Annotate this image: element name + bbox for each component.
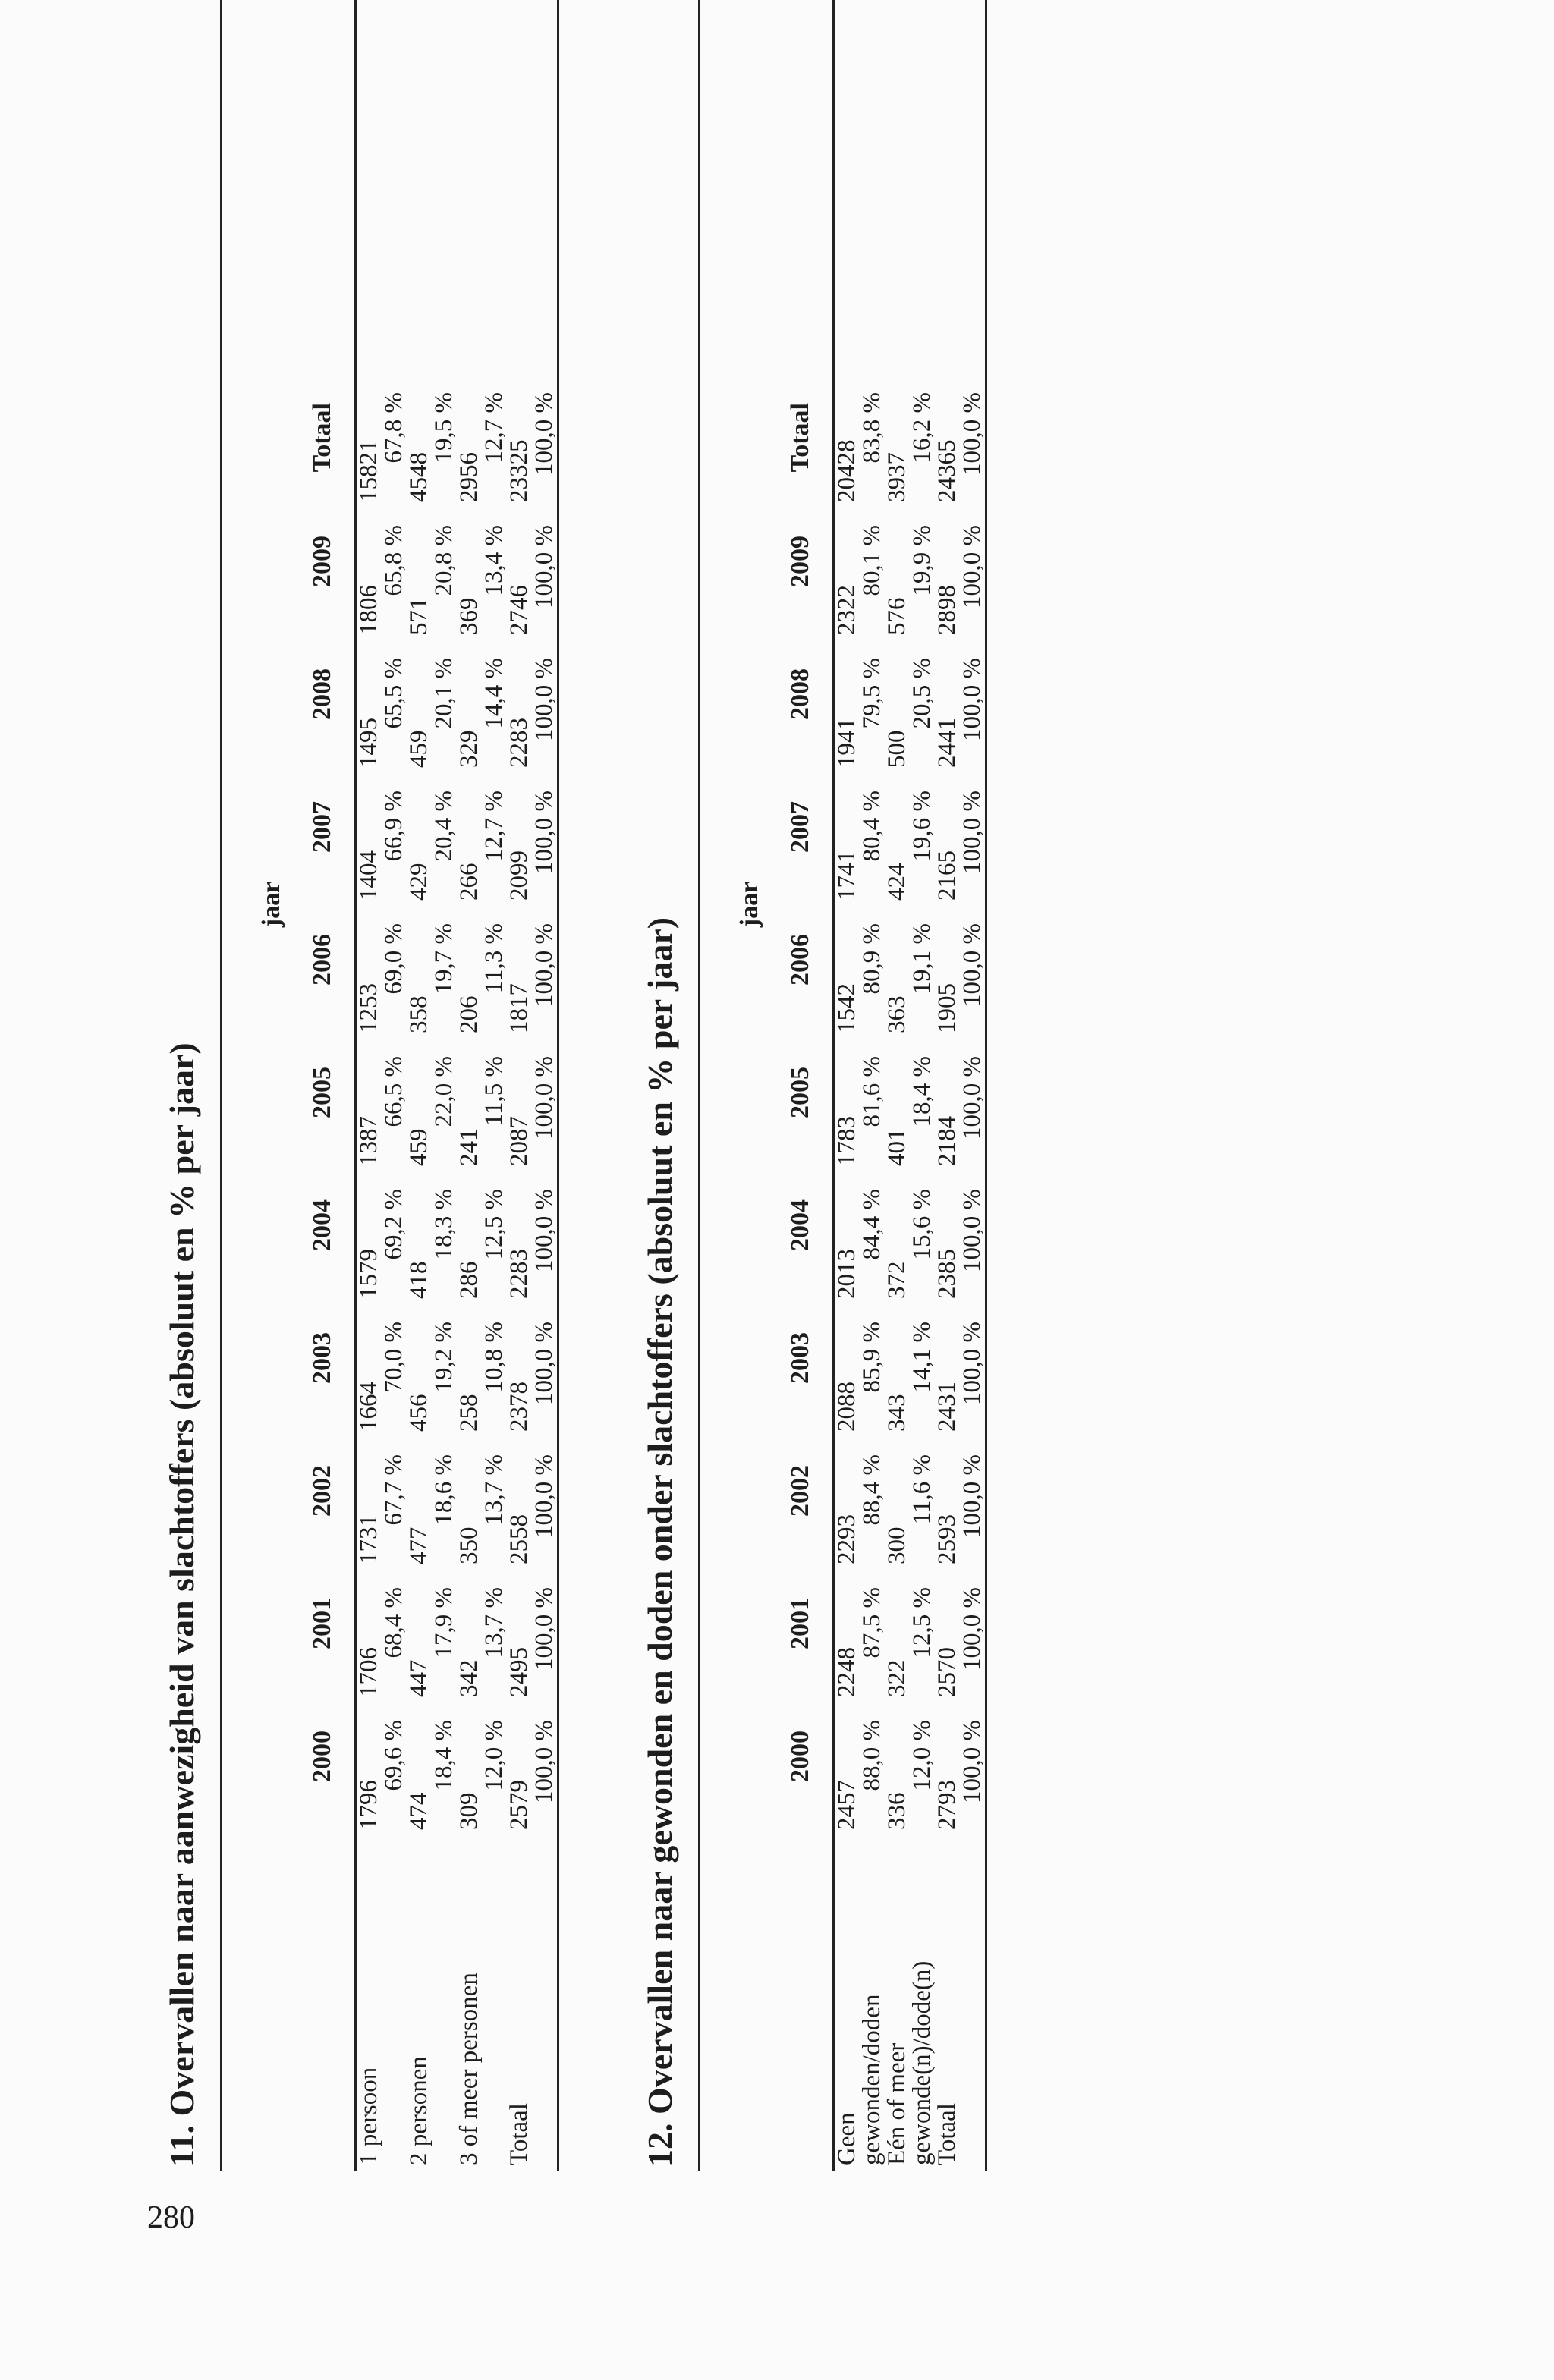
column-header: 2009	[786, 536, 814, 587]
table-row	[457, 0, 482, 2171]
table-cell: 2087	[505, 1116, 533, 1166]
column-header: 2006	[308, 934, 336, 986]
table-cell: 2558	[505, 1514, 533, 1564]
table-cell: 100,0 %	[958, 1720, 986, 1803]
table-cell: 23325	[505, 439, 533, 502]
table-cell: 2088	[833, 1382, 860, 1432]
table-cell: 68,4 %	[380, 1587, 407, 1658]
column-header: 2004	[786, 1199, 814, 1251]
column-header: 2005	[786, 1067, 814, 1118]
row-label: gewonde(n)/dode(n)	[908, 1960, 936, 2165]
table-cell: 12,5 %	[908, 1587, 936, 1658]
table-cell: 1706	[355, 1647, 382, 1697]
table-cell: 401	[883, 1128, 911, 1166]
table-cell: 2431	[933, 1382, 961, 1432]
table-cell: 87,5 %	[858, 1587, 886, 1658]
table-cell: 80,4 %	[858, 791, 886, 862]
table-cell: 286	[455, 1261, 483, 1299]
table-cell: 10,8 %	[480, 1322, 508, 1393]
column-header: 2007	[308, 801, 336, 853]
table-cell: 13,4 %	[480, 525, 508, 596]
jaar-label: jaar	[257, 881, 285, 928]
table-cell: 18,4 %	[430, 1720, 458, 1791]
table-cell: 258	[455, 1394, 483, 1432]
table-cell: 100,0 %	[530, 392, 558, 476]
row-label: gewonden/doden	[858, 1994, 886, 2165]
table-cell: 67,7 %	[380, 1454, 407, 1526]
table-cell: 2322	[833, 585, 860, 635]
table-cell: 2898	[933, 585, 961, 635]
table-cell: 85,9 %	[858, 1322, 886, 1393]
table-cell: 2248	[833, 1647, 860, 1697]
table-cell: 24365	[933, 439, 961, 502]
table-cell: 2956	[455, 452, 483, 502]
table-cell: 100,0 %	[530, 1056, 558, 1140]
table-cell: 429	[405, 863, 433, 901]
table-cell: 69,2 %	[380, 1189, 407, 1260]
table-cell: 2378	[505, 1382, 533, 1432]
table-11-title: 11. Overvallen naar aanwezigheid van slachtoffers (absoluut en % per jaar)	[162, 1042, 201, 2167]
table-cell: 2283	[505, 718, 533, 768]
table-cell: 20428	[833, 439, 860, 502]
table-cell: 358	[405, 995, 433, 1033]
column-header: 2001	[786, 1598, 814, 1649]
table-cell: 69,6 %	[380, 1720, 407, 1791]
table-cell: 100,0 %	[958, 1189, 986, 1272]
table-cell: 67,8 %	[380, 392, 407, 464]
row-label: Geen	[833, 2112, 860, 2165]
table-cell: 100,0 %	[530, 791, 558, 874]
table-cell: 17,9 %	[430, 1587, 458, 1658]
table-cell: 2013	[833, 1249, 860, 1299]
table-cell: 1783	[833, 1116, 860, 1166]
table-cell: 88,0 %	[858, 1720, 886, 1791]
table-cell: 350	[455, 1526, 483, 1564]
table-cell: 65,8 %	[380, 525, 407, 596]
column-header: 2002	[308, 1465, 336, 1517]
table-cell: 1796	[355, 1780, 382, 1830]
table-cell: 100,0 %	[530, 525, 558, 608]
table-row	[482, 0, 507, 2171]
row-label: Totaal	[505, 2103, 533, 2165]
column-header: Totaal	[308, 403, 336, 473]
table-cell: 81,6 %	[858, 1056, 886, 1127]
table-cell: 2293	[833, 1514, 860, 1564]
table-cell: 100,0 %	[958, 392, 986, 476]
table-cell: 329	[455, 730, 483, 768]
table-cell: 343	[883, 1394, 911, 1432]
table-cell: 20,1 %	[430, 658, 458, 729]
table-cell: 1905	[933, 983, 961, 1033]
table-row	[532, 0, 557, 2171]
table-12-body	[835, 0, 985, 2171]
table-cell: 309	[455, 1792, 483, 1830]
table-cell: 1941	[833, 718, 860, 768]
jaar-label: jaar	[735, 881, 763, 928]
row-label: Totaal	[933, 2103, 961, 2165]
row-label: Eén of meer	[883, 2042, 911, 2165]
table-cell: 14,1 %	[908, 1322, 936, 1393]
table-12-header	[769, 0, 832, 2171]
table-cell: 2385	[933, 1249, 961, 1299]
table-cell: 18,4 %	[908, 1056, 936, 1127]
table-cell: 16,2 %	[908, 392, 936, 464]
table-cell: 100,0 %	[958, 791, 986, 874]
column-header: 2008	[786, 668, 814, 720]
row-label: 3 of meer personen	[455, 1973, 483, 2165]
table-cell: 2283	[505, 1249, 533, 1299]
table-cell: 100,0 %	[958, 923, 986, 1007]
table-cell: 100,0 %	[530, 923, 558, 1007]
table-cell: 447	[405, 1659, 433, 1697]
table-cell: 83,8 %	[858, 392, 886, 464]
table-cell: 11,5 %	[480, 1056, 508, 1127]
table-cell: 20,5 %	[908, 658, 936, 729]
table-cell: 12,0 %	[908, 1720, 936, 1791]
table-cell: 65,5 %	[380, 658, 407, 729]
table-cell: 241	[455, 1128, 483, 1166]
table-cell: 100,0 %	[958, 525, 986, 608]
table-row	[382, 0, 407, 2171]
table-cell: 11,6 %	[908, 1454, 936, 1525]
column-header: 2004	[308, 1199, 336, 1251]
column-header: 2007	[786, 801, 814, 853]
column-header: 2005	[308, 1067, 336, 1118]
table-cell: 576	[883, 597, 911, 635]
table-cell: 456	[405, 1394, 433, 1432]
table-cell: 80,9 %	[858, 923, 886, 995]
table-cell: 1495	[355, 718, 382, 768]
table-cell: 80,1 %	[858, 525, 886, 596]
table-row	[507, 0, 532, 2171]
table-cell: 100,0 %	[530, 1587, 558, 1671]
table-cell: 84,4 %	[858, 1189, 886, 1260]
table-cell: 70,0 %	[380, 1322, 407, 1393]
row-label: 2 personen	[405, 2056, 433, 2165]
table-cell: 2495	[505, 1647, 533, 1697]
table-row	[357, 0, 382, 2171]
table-cell: 2746	[505, 585, 533, 635]
table-cell: 424	[883, 863, 911, 901]
table-row	[835, 0, 860, 2171]
table-cell: 3937	[883, 452, 911, 502]
table-row	[860, 0, 885, 2171]
table-cell: 100,0 %	[958, 1454, 986, 1538]
table-row	[935, 0, 960, 2171]
table-cell: 15,6 %	[908, 1189, 936, 1260]
table-11-jaar-row	[222, 0, 291, 2171]
table-cell: 500	[883, 730, 911, 768]
table-cell: 1387	[355, 1116, 382, 1166]
table-cell: 477	[405, 1526, 433, 1564]
table-cell: 300	[883, 1526, 911, 1564]
page-number: 280	[147, 2200, 195, 2235]
table-cell: 1579	[355, 1249, 382, 1299]
table-12-title: 12. Overvallen naar gewonden en doden onder slachtoffers (absoluut en % per jaar)	[640, 916, 679, 2167]
table-cell: 100,0 %	[958, 658, 986, 741]
table-cell: 19,9 %	[908, 525, 936, 596]
table-11-section	[144, 0, 559, 2171]
table-cell: 4548	[405, 452, 433, 502]
table-cell: 342	[455, 1659, 483, 1697]
table-cell: 100,0 %	[530, 658, 558, 741]
table-cell: 18,3 %	[430, 1189, 458, 1260]
table-cell: 13,7 %	[480, 1454, 508, 1526]
table-cell: 19,1 %	[908, 923, 936, 995]
table-cell: 12,7 %	[480, 392, 508, 464]
table-row	[407, 0, 432, 2171]
column-header: 2000	[308, 1731, 336, 1782]
table-cell: 206	[455, 995, 483, 1033]
column-header: 2001	[308, 1598, 336, 1649]
column-header: 2003	[308, 1332, 336, 1384]
table-cell: 266	[455, 863, 483, 901]
table-cell: 19,7 %	[430, 923, 458, 995]
table-cell: 2165	[933, 850, 961, 901]
table-cell: 12,0 %	[480, 1720, 508, 1791]
rotated-content	[144, 0, 1206, 2171]
column-header: 2009	[308, 536, 336, 587]
table-cell: 19,6 %	[908, 791, 936, 862]
table-11-body	[357, 0, 557, 2171]
table-cell: 2457	[833, 1780, 860, 1830]
table-row	[910, 0, 935, 2171]
table-cell: 2099	[505, 850, 533, 901]
column-header: Totaal	[786, 403, 814, 473]
table-cell: 12,5 %	[480, 1189, 508, 1260]
table-cell: 1542	[833, 983, 860, 1033]
table-cell: 20,8 %	[430, 525, 458, 596]
table-cell: 322	[883, 1659, 911, 1697]
table-cell: 2184	[933, 1116, 961, 1166]
table-cell: 88,4 %	[858, 1454, 886, 1526]
table-cell: 19,5 %	[430, 392, 458, 464]
table-cell: 571	[405, 597, 433, 635]
table-cell: 100,0 %	[530, 1720, 558, 1803]
table-cell: 22,0 %	[430, 1056, 458, 1127]
table-cell: 372	[883, 1261, 911, 1299]
table-row	[960, 0, 985, 2171]
table-cell: 1806	[355, 585, 382, 635]
row-label: 1 persoon	[355, 2067, 382, 2165]
column-header: 2002	[786, 1465, 814, 1517]
table-cell: 2441	[933, 718, 961, 768]
table-cell: 11,3 %	[480, 923, 508, 994]
table-cell: 66,9 %	[380, 791, 407, 862]
column-header: 2006	[786, 934, 814, 986]
table-cell: 336	[883, 1792, 911, 1830]
table-cell: 2579	[505, 1780, 533, 1830]
table-12-section	[622, 0, 987, 2171]
table-cell: 418	[405, 1261, 433, 1299]
table-cell: 369	[455, 597, 483, 635]
table-cell: 1741	[833, 850, 860, 901]
table-cell: 459	[405, 1128, 433, 1166]
table-cell: 100,0 %	[530, 1454, 558, 1538]
table-cell: 19,2 %	[430, 1322, 458, 1393]
table-cell: 12,7 %	[480, 791, 508, 862]
table-cell: 2593	[933, 1514, 961, 1564]
table-cell: 66,5 %	[380, 1056, 407, 1127]
table-cell: 2793	[933, 1780, 961, 1830]
table-cell: 1253	[355, 983, 382, 1033]
table-cell: 1664	[355, 1382, 382, 1432]
table-cell: 100,0 %	[530, 1322, 558, 1405]
table-cell: 1817	[505, 983, 533, 1033]
table-row	[432, 0, 457, 2171]
table-cell: 18,6 %	[430, 1454, 458, 1526]
table-cell: 13,7 %	[480, 1587, 508, 1658]
table-cell: 459	[405, 730, 433, 768]
table-cell: 15821	[355, 439, 382, 502]
table-row	[885, 0, 910, 2171]
table-cell: 474	[405, 1792, 433, 1830]
table-cell: 100,0 %	[958, 1322, 986, 1405]
table-cell: 79,5 %	[858, 658, 886, 729]
table-cell: 20,4 %	[430, 791, 458, 862]
table-12-jaar-row	[700, 0, 769, 2171]
table-cell: 69,0 %	[380, 923, 407, 995]
column-header: 2008	[308, 668, 336, 720]
column-header: 2003	[786, 1332, 814, 1384]
table-cell: 1404	[355, 850, 382, 901]
table-cell: 1731	[355, 1514, 382, 1564]
table-cell: 100,0 %	[958, 1056, 986, 1140]
table-cell: 100,0 %	[530, 1189, 558, 1272]
table-cell: 2570	[933, 1647, 961, 1697]
table-cell: 100,0 %	[958, 1587, 986, 1671]
column-header: 2000	[786, 1731, 814, 1782]
table-cell: 14,4 %	[480, 658, 508, 729]
table-11-header	[291, 0, 354, 2171]
table-cell: 363	[883, 995, 911, 1033]
